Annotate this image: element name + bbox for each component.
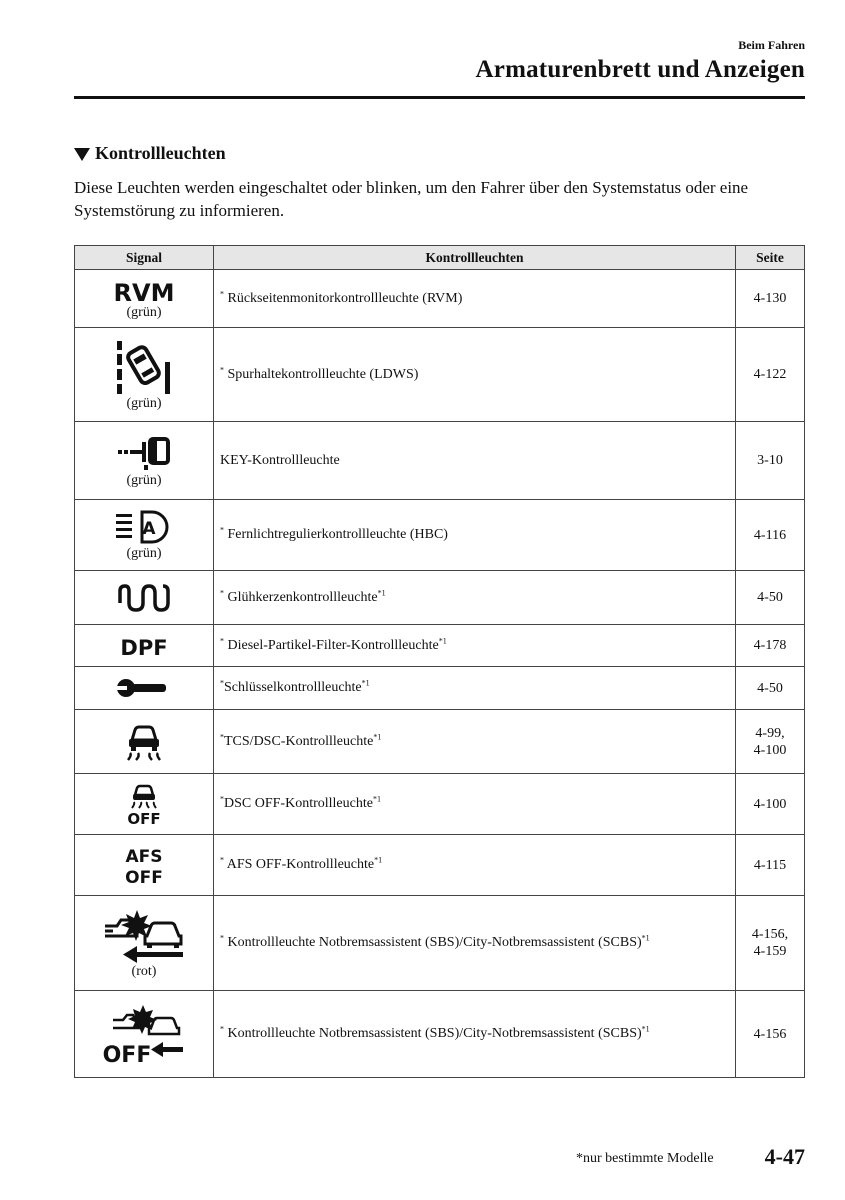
page-ref: 4-178: [736, 625, 805, 667]
light-name-cell: [214, 991, 736, 1078]
light-name: Glühkerzenkontrollleuchte: [224, 589, 378, 605]
table-row: [75, 500, 805, 571]
footnote: *nur bestimmte Modelle: [576, 1151, 714, 1166]
footnote-marker: *1: [361, 678, 370, 688]
lane-departure-icon: [114, 338, 174, 396]
optional-marker: *: [220, 794, 224, 804]
optional-marker: *: [220, 288, 224, 298]
brake-assist-icon: [99, 906, 189, 964]
footnote-marker: *1: [374, 855, 383, 865]
optional-marker: *: [220, 635, 224, 645]
page-ref: 4-122: [736, 328, 805, 422]
light-name-cell: [214, 774, 736, 835]
wrench-icon: [114, 677, 174, 699]
signal-cell: [75, 270, 214, 328]
signal-cell: [75, 991, 214, 1078]
signal-cell: [75, 625, 214, 667]
light-name: Schlüsselkontrollleuchte: [224, 680, 362, 695]
page-ref: 4-50: [736, 667, 805, 710]
light-name: Kontrollleuchte Notbremsassistent (SBS)/City-Notbremsassistent (SCBS): [224, 1026, 642, 1041]
dsc-off-icon: [114, 782, 174, 826]
signal-cell: [75, 422, 214, 500]
light-name: Diesel-Partikel-Filter-Kontrollleuchte: [224, 637, 439, 653]
page-ref: 4-116: [736, 500, 805, 571]
light-name: DSC OFF-Kontrollleuchte: [224, 796, 373, 811]
table-row: [75, 896, 805, 991]
svg-text:A: A: [142, 519, 156, 539]
signal-cell: [75, 835, 214, 896]
optional-marker: *: [220, 587, 224, 597]
table-row: [75, 571, 805, 625]
light-name: Fernlichtregulierkontrollleuchte (HBC): [224, 527, 448, 542]
signal-cell: [75, 667, 214, 710]
table-row: [75, 774, 805, 835]
light-name: TCS/DSC-Kontrollleuchte: [224, 733, 374, 749]
section-label: Beim Fahren: [738, 38, 805, 52]
svg-text:DPF: DPF: [120, 635, 168, 659]
sub-heading-text: Kontrollleuchten: [95, 143, 226, 163]
light-name-cell: [214, 422, 736, 500]
light-name: Kontrollleuchte Notbremsassistent (SBS)/City-Notbremsassistent (SCBS): [224, 935, 642, 950]
light-name: AFS OFF-Kontrollleuchte: [224, 857, 375, 872]
signal-cell: [75, 896, 214, 991]
signal-color: (grün): [126, 472, 162, 488]
svg-text:AFS: AFS: [125, 847, 163, 867]
light-name-cell: [214, 328, 736, 422]
footnote-marker: *1: [372, 794, 381, 804]
signal-color: (grün): [126, 304, 162, 320]
warning-lights-table: [74, 245, 805, 1078]
light-name-cell: [214, 710, 736, 774]
page-number: 4-47: [764, 1144, 805, 1169]
page-ref: 4-156: [736, 991, 805, 1078]
column-header-lights: Kontrollleuchten: [214, 246, 736, 270]
page-title: Armaturenbrett und Anzeigen: [475, 56, 805, 83]
light-name-cell: [214, 625, 736, 667]
signal-color: (grün): [126, 395, 162, 411]
light-name-cell: [214, 896, 736, 991]
intro-paragraph: Diese Leuchten werden eingeschaltet oder blinken, um den Fahrer über den Systemstatus oder eine Systemstörung zu informieren.: [74, 178, 749, 220]
page-ref: 4-130: [736, 270, 805, 328]
dpf-icon: [112, 633, 176, 659]
page-ref: 4-50: [736, 571, 805, 625]
table-row: [75, 667, 805, 710]
light-name: Spurhaltekontrollleuchte (LDWS): [224, 366, 419, 382]
svg-text:OFF: OFF: [125, 868, 163, 887]
table-header-row: [75, 246, 805, 270]
table-row: [75, 625, 805, 667]
signal-cell: [75, 710, 214, 774]
glow-plug-icon: [114, 583, 174, 613]
light-name-cell: [214, 270, 736, 328]
signal-color: (grün): [126, 546, 162, 561]
table-row: [75, 422, 805, 500]
page-ref: 4-156, 4-159: [736, 896, 805, 991]
light-name: KEY-Kontrollleuchte: [220, 452, 340, 468]
footnote-marker: *1: [377, 587, 386, 597]
page-ref: 4-99, 4-100: [736, 710, 805, 774]
light-name-cell: [214, 571, 736, 625]
optional-marker: *: [220, 678, 224, 688]
triangle-bullet-icon: [74, 148, 90, 161]
tcs-dsc-icon: [114, 722, 174, 762]
key-icon: [114, 433, 174, 473]
optional-marker: *: [220, 933, 224, 943]
footnote-marker: *1: [641, 933, 650, 943]
page-ref: 3-10: [736, 422, 805, 500]
footnote-marker: *1: [438, 635, 447, 645]
signal-color: (rot): [131, 964, 157, 979]
page-ref: 4-115: [736, 835, 805, 896]
table-row: [75, 270, 805, 328]
footnote-marker: *1: [641, 1024, 650, 1034]
svg-text:RVM: RVM: [113, 278, 175, 305]
column-header-signal: Signal: [75, 246, 214, 270]
header-rule: [74, 96, 805, 99]
signal-cell: [75, 328, 214, 422]
signal-cell: [75, 500, 214, 571]
sub-heading: [74, 143, 226, 164]
rvm-icon: [112, 277, 176, 305]
footnote-marker: *1: [373, 731, 382, 741]
optional-marker: *: [220, 731, 224, 741]
table-row: [75, 710, 805, 774]
afs-off-icon: [114, 843, 174, 887]
optional-marker: *: [220, 525, 224, 535]
optional-marker: *: [220, 364, 224, 374]
table-row: [75, 835, 805, 896]
light-name: Rückseitenmonitorkontrollleuchte (RVM): [224, 290, 463, 306]
table-row: [75, 328, 805, 422]
column-header-page: Seite: [736, 246, 805, 270]
page-ref: 4-100: [736, 774, 805, 835]
svg-text:OFF: OFF: [127, 810, 161, 826]
optional-marker: *: [220, 855, 224, 865]
high-beam-auto-icon: [112, 508, 176, 546]
signal-cell: [75, 571, 214, 625]
light-name-cell: [214, 500, 736, 571]
table-row: [75, 991, 805, 1078]
light-name-cell: [214, 667, 736, 710]
brake-assist-off-icon: [99, 1002, 189, 1066]
svg-text:OFF: OFF: [102, 1043, 152, 1066]
light-name-cell: [214, 835, 736, 896]
signal-cell: [75, 774, 214, 835]
optional-marker: *: [220, 1024, 224, 1034]
